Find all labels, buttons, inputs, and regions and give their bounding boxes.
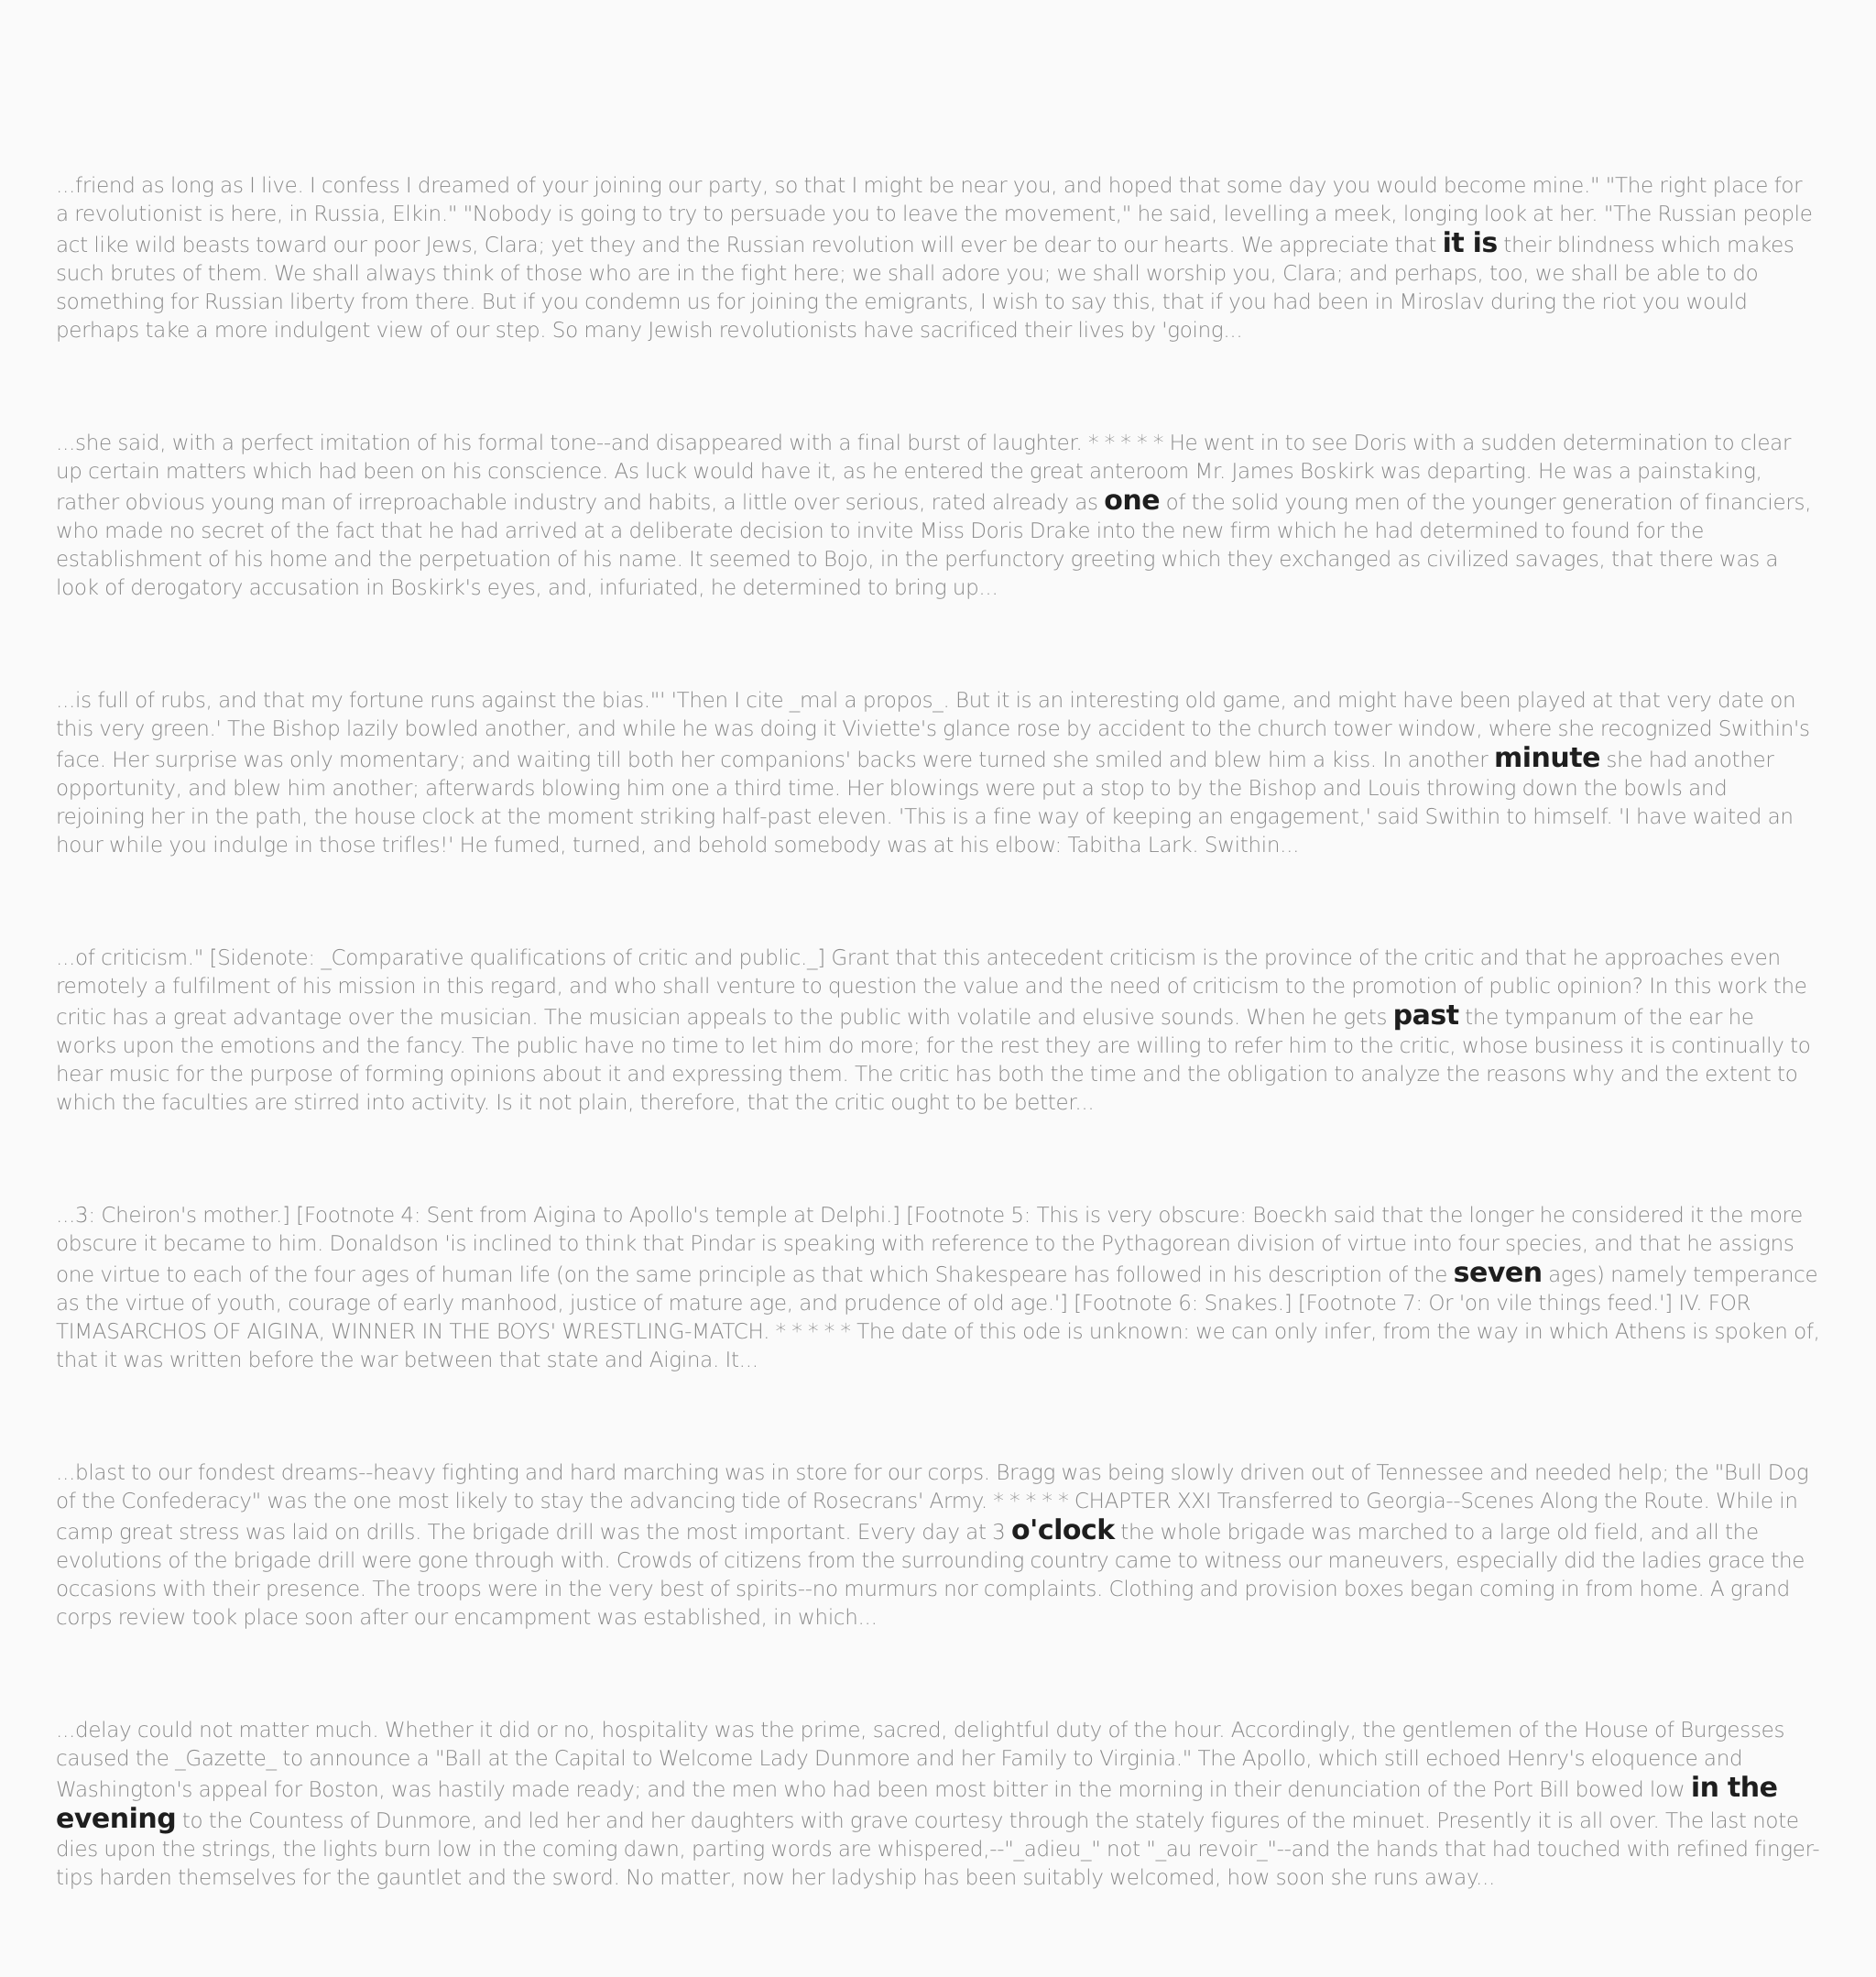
passage-text-before: ...is full of rubs, and that my fortune runs against the bias."' 'Then I cite _mal a propos_. But it is an interesting old game, and might have been played at that very date on this very green.' The Bishop lazily bowled another, and while he was doing it Viviette's glance rose by accident to the church tower window, where she recognized Swithin's face. Her surprise was only momentary; and waiting till both her companions' backs were turned she smiled and blew him a kiss. In another bbox=[56, 689, 1810, 772]
highlighted-phrase: o'clock bbox=[1011, 1514, 1115, 1546]
highlighted-phrase: one bbox=[1104, 485, 1161, 517]
passage-text-after: their blindness which makes such brutes of them. We shall always think of those who are in the fight here; we shall adore you; we shall worship you, Clara; and perhaps, too, we shall be able to do something for Russian liberty from there. But if you condemn us for joining the emigrants, I wish to say this, that if you had been in Miroslav during the riot you would perhaps take a more indulgent view of our step. So many Jewish revolutionists have sacrificed their lives by 'going... bbox=[56, 234, 1794, 343]
passage-text-after: the whole brigade was marched to a large old field, and all the evolutions of the brigade drill were gone through with. Crowds of citizens from the surrounding country came to witness our maneuvers, especially did the ladies grace the occasions with their presence. The troops were in the very best of spirits--no murmurs nor complaints. Clothing and provision boxes began coming in from home. A grand corps review took place soon after our encampment was established, in which... bbox=[56, 1521, 1805, 1630]
passage-text-after: she had another opportunity, and blew him another; afterwards blowing him one a third time. Her blowings were put a stop to by the Bishop and Louis throwing down the bowls and rejoining her in the path, the house clock at the moment striking half-past eleven. 'This is a fine way of keeping an engagement,' said Swithin to himself. 'I have waited an hour while you indulge in those trifles!' He fumed, turned, and behold somebody was at his elbow: Tabitha Lark. Swithin... bbox=[56, 748, 1794, 857]
highlighted-phrase: it is bbox=[1442, 227, 1498, 259]
passage-text-before: ...delay could not matter much. Whether it did or no, hospitality was the prime, sacred, delightful duty of the hour. Accordingly, the gentlemen of the House of Burgesses caused the _Gazette_ to announce a "Ball at the Capital to Welcome Lady Dunmore and her Family to Virginia." The Apollo, which still echoed Henry's eloquence and Washington's appeal for Boston, was hastily made ready; and the men who had been most bitter in the morning in their denunciation of the Port Bill bowed low bbox=[56, 1719, 1785, 1802]
passage-text-before: ...friend as long as I live. I confess I dreamed of your joining our party, so that I might be near you, and hoped that some day you would become mine." "The right place for a revolutionist is here, in Russia, Elkin." "Nobody is going to try to persuade you to leave the movement," he said, levelling a meek, longing look at her. "The Russian people act like wild beasts toward our poor Jews, Clara; yet they and the Russian revolution will ever be dear to our hearts. We appreciate that bbox=[56, 174, 1813, 257]
passage-text-after: of the solid young men of the younger generation of financiers, who made no secret of the fact that he had arrived at a deliberate decision to invite Miss Doris Drake into the new firm which he had determined to found for the establishment of his home and the perpetuation of his name. It seemed to Bojo, in the perfunctory greeting which they exchanged as civilized savages, that there was a look of derogatory accusation in Boskirk's eyes, and, infuriated, he determined to bring up... bbox=[56, 491, 1812, 600]
highlighted-phrase: in the evening bbox=[56, 1772, 1778, 1835]
passage-7 bbox=[56, 1717, 1820, 1893]
passage-4 bbox=[56, 945, 1820, 1118]
passage-list bbox=[56, 172, 1820, 1977]
passage-text-before: ...she said, with a perfect imitation of his formal tone--and disappeared with a final burst of laughter. * * * * * He went in to see Doris with a sudden determination to clear up certain matters which had been on his conscience. As luck would have it, as he entered the great anteroom Mr. James Boskirk was departing. He was a painstaking, rather obvious young man of irreproachable industry and habits, a little over serious, rated already as bbox=[56, 431, 1792, 515]
passage-text-before: ...of criticism." [Sidenote: _Comparative qualifications of critic and public._] Grant that this antecedent criticism is the province of the critic and that he approaches even remotely a fulfilment of his mission in this regard, and who shall venture to question the value and the need of criticism to the promotion of public opinion? In this work the critic has a great advantage over the musician. The musician appeals to the public with volatile and elusive sounds. When he gets bbox=[56, 946, 1807, 1030]
highlighted-phrase: seven bbox=[1453, 1257, 1543, 1289]
passage-text-before: ...3: Cheiron's mother.] [Footnote 4: Sent from Aigina to Apollo's temple at Delphi.] [Footnote 5: This is very obscure: Boeckh said that the longer he considered it the more obscure it became to him. Donaldson 'is inclined to think that Pindar is speaking with reference to the Pythagorean division of virtue into four species, and that he assigns one virtue to each of the four ages of human life (on the same principle as that which Shakespeare has followed in his description of the bbox=[56, 1204, 1803, 1287]
highlighted-phrase: minute bbox=[1493, 742, 1600, 774]
passage-6 bbox=[56, 1459, 1820, 1633]
passage-text-after: ages) namely temperance as the virtue of youth, courage of early manhood, justice of mature age, and prudence of old age.'] [Footnote 6: Snakes.] [Footnote 7: Or 'on vile things feed.'] IV. FOR TIMASARCHOS OF AIGINA, WINNER IN THE BOYS' WRESTLING-MATCH. * * * * * The date of this ode is unknown: we can only infer, from the way in which Athens is spoken of, that it was written before the war between that state and Aigina. It... bbox=[56, 1263, 1820, 1372]
passage-text-before: ...blast to our fondest dreams--heavy fighting and hard marching was in store for our corps. Bragg was being slowly driven out of Tennessee and needed help; the "Bull Dog of the Confederacy" was the one most likely to stay the advancing tide of Rosecrans' Army. * * * * * CHAPTER XXI Transferred to Georgia--Scenes Along the Route. While in camp great stress was laid on drills. The brigade drill was the most important. Every day at 3 bbox=[56, 1461, 1809, 1545]
passage-1 bbox=[56, 172, 1820, 345]
passage-text-after: to the Countess of Dunmore, and led her and her daughters with grave courtesy through the stately figures of the minuet. Presently it is all over. The last note dies upon the strings, the lights burn low in the coming dawn, parting words are whispered,--"_adieu_" not "_au revoir_"--and the hands that had touched with refined finger-tips harden themselves for the gauntlet and the sword. No matter, now her ladyship has been suitably welcomed, how soon she runs away... bbox=[56, 1809, 1820, 1890]
passage-2 bbox=[56, 430, 1820, 603]
passage-3 bbox=[56, 687, 1820, 860]
passage-5 bbox=[56, 1202, 1820, 1375]
passage-text-after: the tympanum of the ear he works upon the emotions and the fancy. The public have no time to let him do more; for the rest they are willing to refer him to the critic, whose business it is continually to hear music for the purpose of forming opinions about it and expressing them. The critic has both the time and the obligation to analyze the reasons why and the extent to which the faculties are stirred into activity. Is it not plain, therefore, that the critic ought to be better... bbox=[56, 1006, 1811, 1115]
highlighted-phrase: past bbox=[1392, 999, 1459, 1032]
